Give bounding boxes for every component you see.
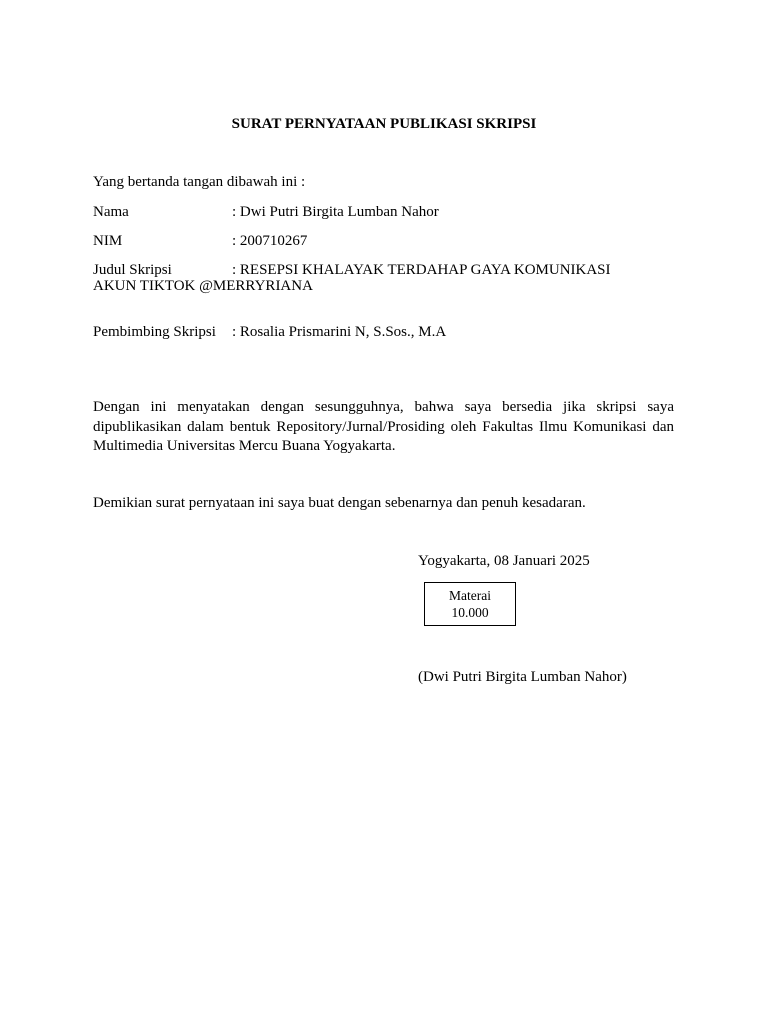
field-label-pembimbing: Pembimbing Skripsi bbox=[93, 324, 216, 340]
field-value-judul-continuation: AKUN TIKTOK @MERRYRIANA bbox=[93, 278, 313, 294]
field-value-pembimbing: : Rosalia Prismarini N, S.Sos., M.A bbox=[232, 324, 447, 340]
document-title: SURAT PERNYATAAN PUBLIKASI SKRIPSI bbox=[231, 116, 537, 132]
statement-paragraph: Dengan ini menyatakan dengan sesungguhnya, bahwa saya bersedia jika skripsi saya dipublikasikan dalam bentuk Repository/Jurnal/Prosiding oleh Fakultas Ilmu Komunikasi dan Multimedia Universitas Mercu Buana Yogyakarta. bbox=[93, 399, 674, 454]
materai-stamp-box bbox=[424, 582, 516, 626]
signer-name: (Dwi Putri Birgita Lumban Nahor) bbox=[418, 669, 627, 685]
field-value-nim: : 200710267 bbox=[232, 233, 308, 249]
materai-value: 10.000 bbox=[451, 605, 489, 620]
field-value-nama: : Dwi Putri Birgita Lumban Nahor bbox=[232, 204, 439, 220]
place-date: Yogyakarta, 08 Januari 2025 bbox=[418, 553, 590, 569]
closing-paragraph: Demikian surat pernyataan ini saya buat dengan sebenarnya dan penuh kesadaran. bbox=[93, 495, 586, 511]
field-label-judul: Judul Skripsi bbox=[93, 262, 172, 278]
intro-text: Yang bertanda tangan dibawah ini : bbox=[93, 174, 306, 190]
field-value-judul: : RESEPSI KHALAYAK TERDAHAP GAYA KOMUNIKASI bbox=[232, 262, 611, 278]
materai-label: Materai bbox=[449, 588, 491, 603]
field-label-nim: NIM bbox=[93, 233, 123, 249]
field-label-nama: Nama bbox=[93, 204, 129, 220]
